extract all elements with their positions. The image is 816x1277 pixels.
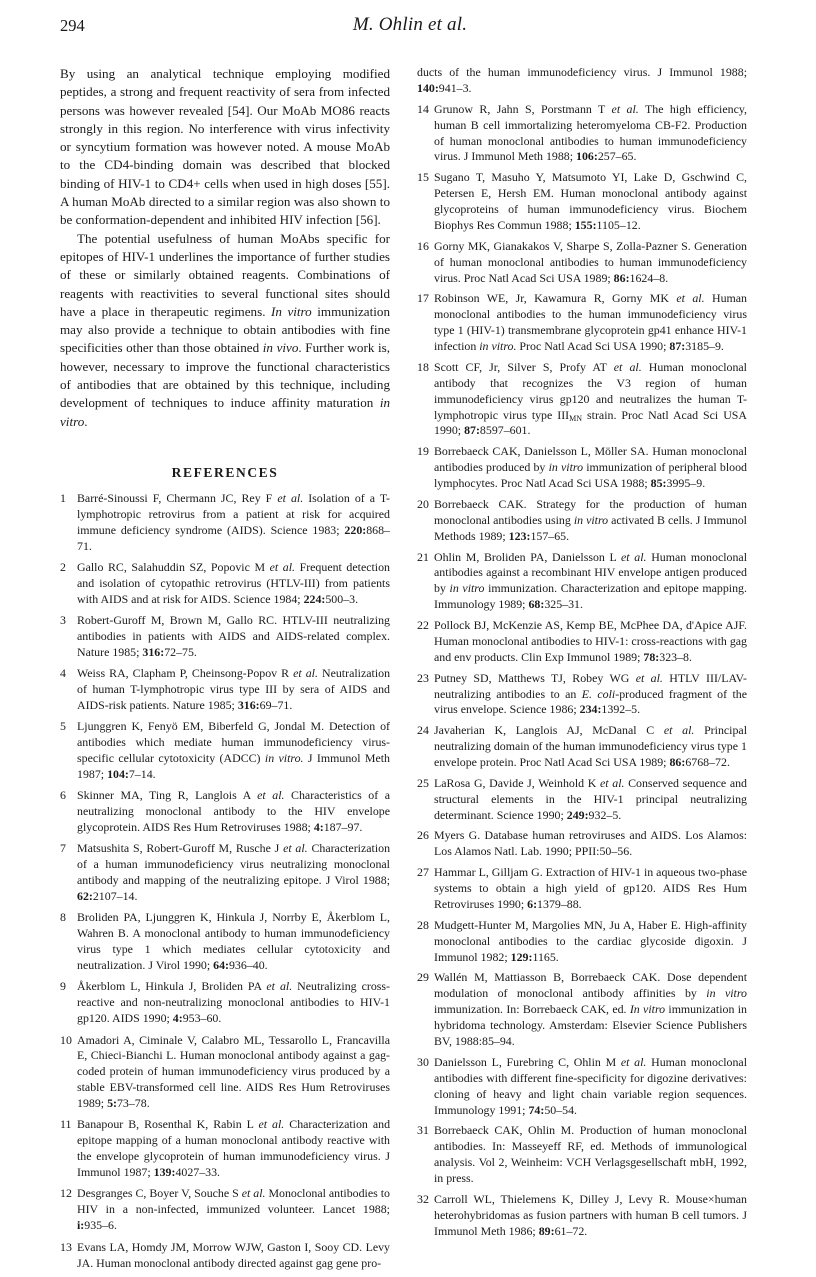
volume-number: i: (77, 1218, 85, 1233)
reference-text: Hammar L, Gilljam G. Extraction of HIV-1 in aqueous two-phase systems to obtain a high yield of gp120. AIDS Res Hum Retroviruses 1990; 6:1379–88. (434, 865, 747, 911)
reference-item (417, 618, 747, 666)
reference-text: Amadori A, Ciminale V, Calabro ML, Tessarollo L, Francavilla E, Chieci-Bianchi L. Human monoclonal antibody against a gag-coded protein of human immunodeficiency virus produced by a stable EBV-transformed cell line. AIDS Res Hum Retroviruses 1989; 5:73–78. (77, 1032, 390, 1111)
reference-text: Mudgett-Hunter M, Margolies MN, Ju A, Haber E. High-affinity monoclonal antibodies to the cardiac glycoside digoxin. J Immunol 1982; 129:1165. (434, 917, 747, 964)
reference-text: Ohlin M, Broliden PA, Danielsson L et al. Human monoclonal antibodies against a recombinant HIV envelope antigen produced by in vitro immunization. Characterization and epitope mapping. Immunology 1989; 68:325–31. (434, 549, 748, 612)
volume-number: 74: (528, 1102, 545, 1117)
volume-number: 64: (213, 958, 229, 973)
italic-text: in vivo (262, 340, 299, 356)
left-column (60, 65, 390, 1277)
reference-item (417, 170, 747, 234)
reference-list (60, 491, 390, 1271)
reference-text: Javaherian K, Langlois AJ, McDanal C et al. Principal neutralizing domain of the human immunodeficiency virus type 1 envelope protein. Proc Natl Acad Sci USA 1989; 86:6768–72. (434, 723, 747, 770)
volume-number: 89: (538, 1223, 555, 1238)
reference-number: 4 (60, 666, 66, 681)
reference-text: Sugano T, Masuho Y, Matsumoto YI, Lake D, Gschwind C, Petersen E, Hersh EM. Human monoclonal antibody against glycoproteins of human immunodeficiency virus. Biochem Biophys Res Commun 1988; 155:1105–12. (434, 170, 747, 232)
italic-text: In vitro (629, 1002, 666, 1017)
reference-number: 1 (60, 490, 66, 505)
reference-item (60, 1117, 390, 1181)
reference-item (60, 666, 390, 714)
reference-item (417, 291, 747, 355)
reference-text: Grunow R, Jahn S, Porstmann T et al. The high efficiency, human B cell immortalizing heteromyeloma CB-F2. Production of human monoclonal antibodies to human immunodeficiency virus. J Immunol Meth 1988; 106:257–65. (434, 101, 747, 164)
reference-text: Carroll WL, Thielemens K, Dilley J, Levy R. Mouse×human heterohybridomas as fusion partners with human B cell tumors. J Immunol Meth 1986; 89:61–72. (434, 1191, 747, 1238)
reference-item (417, 671, 747, 719)
volume-number: 5: (107, 1096, 117, 1111)
reference-number: 25 (417, 775, 429, 790)
reference-item (417, 1055, 747, 1119)
volume-number: 140: (417, 80, 439, 95)
volume-number: 139: (153, 1165, 176, 1180)
reference-number: 14 (417, 101, 429, 116)
italic-text: et al. (266, 979, 293, 994)
reference-number: 7 (60, 841, 66, 856)
reference-text: Desgranges C, Boyer V, Souche S et al. Monoclonal antibodies to HIV in a non-infected, immunized volunteer. Lancet 1988; i:935–6. (77, 1186, 390, 1233)
reference-item (417, 776, 747, 824)
italic-text: et al. (613, 359, 642, 374)
italic-text: et al. (663, 723, 695, 738)
italic-text: et al. (621, 549, 647, 564)
reference-number: 27 (417, 865, 429, 880)
reference-text: Broliden PA, Ljunggren K, Hinkula J, Norrby E, Åkerblom L, Wahren B. A monoclonal antibody to human immunodeficiency virus type 1 which mediates cellular cytotoxicity and neutralization. J Virol 1990; 64:936–40. (77, 910, 390, 973)
volume-number: 62: (77, 889, 93, 904)
reference-item (417, 918, 747, 966)
volume-number: 106: (576, 149, 598, 164)
reference-number: 3 (60, 613, 66, 628)
volume-number: 85: (650, 476, 667, 491)
volume-number: 104: (107, 767, 129, 781)
reference-number: 10 (60, 1032, 72, 1047)
volume-number: 234: (579, 702, 602, 717)
italic-text: E. coli (581, 686, 616, 701)
reference-item (60, 491, 390, 555)
reference-text: Borrebaeck CAK. Strategy for the production of human monoclonal antibodies using in vitro activated B cells. J Immunol Methods 1989; 123:157–65. (434, 496, 747, 543)
reference-number: 18 (417, 359, 429, 374)
page-number: 294 (60, 16, 85, 35)
reference-item (60, 1240, 390, 1272)
reference-text: Robert-Guroff M, Brown M, Gallo RC. HTLV-III neutralizing antibodies in patients with AIDS and AIDS-related complex. Nature 1985; 316:72–75. (77, 613, 390, 659)
reference-item (417, 723, 747, 771)
reference-item (417, 828, 747, 860)
reference-text: Matsushita S, Robert-Guroff M, Rusche J et al. Characterization of a human immunodeficiency virus neutralizing monoclonal antibody and mapping of the neutralizing epitope. J Virol 1988; 62:2107–14. (77, 841, 391, 904)
volume-number: 86: (669, 755, 686, 770)
reference-number: 26 (417, 828, 429, 843)
italic-text: et al. (277, 490, 304, 505)
reference-number: 17 (417, 291, 429, 306)
italic-text: in vitro. (479, 339, 517, 354)
reference-number: 28 (417, 917, 429, 932)
reference-item (417, 1192, 747, 1240)
reference-list (417, 102, 747, 1240)
reference-text: Danielsson L, Furebring C, Ohlin M et al. Human monoclonal antibodies with different fine-specificity for digozine derivatives: cloning of heavy and light chain variable region sequences. Immunology 1991; 74:50–54. (434, 1054, 747, 1117)
reference-text: Scott CF, Jr, Silver S, Profy AT et al. Human monoclonal antibody that recognizes the V3 region of human immunodeficiency virus gp120 and neutralizes the human T-lymphotropic virus type $III_{MN}$ strain. Proc Natl Acad Sci USA 1990; 87:8597–601. (434, 359, 748, 438)
reference-number: 8 (60, 910, 66, 925)
body-paragraph: By using an analytical technique employing modified peptides, a strong and frequent reactivity of sera from infected persons was however revealed [54]. Our MoAb MO86 reacts strongly in this region. No interference with virus infectivity or syncytium formation was however noted. A mouse MoAb to the CD4-binding domain was described that blocked binding of HIV-1 to CD4+ cells when used in high doses [55]. A human MoAb directed to a similar region was also shown to be conformation-dependent and inhibited HIV infection [56]. (60, 66, 390, 228)
italic-text: et al. (241, 1186, 266, 1201)
volume-number: 4: (172, 1011, 183, 1026)
reference-number: 12 (60, 1186, 72, 1201)
body-paragraph: The potential usefulness of human MoAbs specific for epitopes of HIV-1 underlines the importance of further studies of these or similarly obtained reagents. Combinations of reagents with reactivities to several functional sites should have a place in therapeutic regimens. In vitro immunization may also provide a technique to obtain antibodies with fine specificities other than those obtained in vivo. Further work is, however, necessary to improve the functional characteristics of antibodies that are obtained by this technique, including development of techniques to induce affinity maturation in vitro. (60, 230, 390, 429)
references-heading: REFERENCES (171, 464, 279, 480)
reference-number: 2 (60, 559, 66, 574)
reference-text: Putney SD, Matthews TJ, Robey WG et al. HTLV III/LAV-neutralizing antibodies to an E. coli-produced fragment of the virus envelope. Science 1986; 234:1392–5. (434, 670, 748, 717)
reference-number: 31 (417, 1123, 429, 1138)
reference-item (417, 239, 747, 287)
italic-text: in vitro (573, 512, 609, 527)
italic-text: et al. (620, 1054, 647, 1069)
reference-number: 15 (417, 170, 429, 185)
reference-text: Åkerblom L, Hinkula J, Broliden PA et al. Neutralizing cross-reactive and non-neutralizing monoclonal antibodies to HIV-1 gp120. AIDS 1990; 4:953–60. (77, 979, 390, 1026)
volume-number: 87: (464, 423, 480, 438)
reference-item (417, 444, 747, 492)
reference-continuation: ducts of the human immunodeficiency virus. J Immunol 1988; 140:941–3. (417, 65, 747, 95)
reference-item (60, 1186, 390, 1234)
running-head: M. Ohlin et al. (352, 14, 468, 35)
reference-text: Wallén M, Mattiasson B, Borrebaeck CAK. Dose dependent modulation of monoclonal antibody affinities by in vitro immunization. In: Borrebaeck CAK, ed. In vitro immunization in hybridoma technology. Amsterdam: Elsevier Science Publishers BV, 1988:85–94. (434, 970, 747, 1048)
volume-number: 78: (643, 649, 660, 664)
reference-text: Gallo RC, Salahuddin SZ, Popovic M et al. Frequent detection and isolation of cytopathic retrovirus (HTLV-III) from patients with AIDS and at risk for AIDS. Science 1984; 224:500–3. (77, 559, 390, 606)
reference-text: Borrebaeck CAK, Danielsson L, Möller SA. Human monoclonal antibodies produced by in vitro immunization of peripheral blood lymphocytes. Proc Natl Acad Sci USA 1988; 85:3995–9. (434, 444, 747, 491)
reference-number: 24 (417, 723, 429, 738)
volume-number: 224: (303, 591, 326, 606)
reference-number: 13 (60, 1239, 72, 1254)
reference-number: 19 (417, 444, 429, 459)
reference-item (417, 550, 747, 614)
volume-number: 316: (142, 644, 165, 659)
reference-number: 11 (60, 1117, 72, 1132)
reference-text: Banapour B, Rosenthal K, Rabin L et al. Characterization and epitope mapping of a human monoclonal antibody reactive with the envelope glycoprotein of human immunodeficiency virus. J Immunol 1987; 139:4027–33. (77, 1117, 391, 1180)
subscript-text: MN (569, 413, 583, 423)
volume-number: 6: (527, 896, 538, 911)
volume-number: 129: (510, 949, 533, 964)
reference-text: Borrebaeck CAK, Ohlin M. Production of human monoclonal antibodies. In: Masseyeff RF, ed. Methods of immunological analysis. Vol 2, Weinheim: VCH Verlagsgesellschaft mbH, 1992, in press. (434, 1123, 747, 1186)
italic-text: in vitro (60, 395, 390, 429)
reference-text: Robinson WE, Jr, Kawamura R, Gorny MK et al. Human monoclonal antibodies to the human immunodeficiency virus type 1 (HIV-1) transmembrane glycoprotein gp41 enhance HIV-1 infection in vitro. Proc Natl Acad Sci USA 1990; 87:3185–9. (434, 291, 747, 354)
reference-item (60, 979, 390, 1027)
italic-text: In vitro (271, 303, 312, 319)
reference-text: Evans LA, Homdy JM, Morrow WJW, Gaston I, Sooy CD. Levy JA. Human monoclonal antibody directed against gag gene pro- (77, 1239, 390, 1270)
italic-text: et al. (257, 788, 285, 803)
reference-number: 20 (417, 496, 429, 511)
reference-number: 9 (60, 979, 66, 994)
reference-item (417, 1123, 747, 1187)
reference-text: Myers G. Database human retroviruses and AIDS. Los Alamos: Los Alamos Natl. Lab. 1990; PPII:50–56. (434, 828, 747, 859)
volume-number: 316: (237, 697, 260, 712)
reference-item (60, 841, 390, 905)
reference-number: 6 (60, 788, 66, 803)
reference-item (417, 102, 747, 166)
reference-number: 30 (417, 1054, 429, 1069)
reference-text: Weiss RA, Clapham P, Cheinsong-Popov R et al. Neutralization of human T-lymphotropic virus type III by sera of AIDS and AIDS-risk patients. Nature 1985; 316:69–71. (77, 666, 391, 712)
volume-number: 123: (508, 528, 531, 543)
reference-number: 23 (417, 670, 429, 685)
reference-text: LaRosa G, Davide J, Weinhold K et al. Conserved sequence and structural elements in the HIV-1 principal neutralizing determinant. Science 1990; 249:932–5. (434, 775, 748, 822)
reference-item (417, 865, 747, 913)
volume-number: 4: (313, 820, 324, 835)
reference-number: 22 (417, 618, 429, 633)
reference-item (417, 497, 747, 545)
reference-item (60, 910, 390, 974)
reference-item (417, 970, 747, 1050)
volume-number: 87: (669, 339, 686, 354)
italic-text: et al. (676, 291, 705, 306)
reference-text: Pollock BJ, McKenzie AS, Kemp BE, McPhee DA, d'Apice AJF. Human monoclonal antibodies to HIV-1: cross-reactions with gag and env products. Clin Exp Immunol 1989; 78:323–8. (434, 618, 747, 664)
italic-text: in vitro (706, 986, 747, 1001)
volume-number: 249: (566, 807, 589, 822)
reference-text: Gorny MK, Gianakakos V, Sharpe S, Zolla-Pazner S. Generation of human monoclonal antibodies to human immunodeficiency virus. Proc Natl Acad Sci USA 1989; 86:1624–8. (434, 238, 747, 285)
reference-item (60, 719, 390, 783)
reference-item (60, 560, 390, 608)
italic-text: et al. (635, 670, 663, 685)
italic-text: in vitro (548, 460, 584, 475)
reference-item (60, 1033, 390, 1113)
italic-text: et al. (611, 101, 639, 116)
volume-number: 155: (574, 217, 597, 232)
reference-number: 32 (417, 1191, 429, 1206)
reference-number: 29 (417, 970, 429, 985)
reference-number: 16 (417, 238, 429, 253)
reference-text: Skinner MA, Ting R, Langlois A et al. Characteristics of a neutralizing monoclonal antibody to the HIV envelope glycoprotein. AIDS Res Hum Retroviruses 1988; 4:187–97. (77, 788, 391, 835)
reference-number: 21 (417, 549, 429, 564)
reference-item (60, 613, 390, 661)
reference-item (60, 788, 390, 836)
italic-text: et al. (293, 666, 318, 681)
italic-text: in vitro. (264, 751, 304, 766)
reference-text: Barré-Sinoussi F, Chermann JC, Rey F et al. Isolation of a T-lymphotropic retrovirus from a patient at risk for acquired immune deficiency syndrome (AIDS). Science 1983; 220:868–71. (77, 490, 390, 553)
volume-number: 86: (613, 270, 630, 285)
reference-item (417, 360, 747, 440)
volume-number: 68: (528, 597, 545, 612)
right-column (417, 65, 747, 1244)
volume-number: 220: (344, 522, 367, 537)
page-header (60, 12, 760, 42)
italic-text: et al. (258, 1117, 285, 1132)
reference-number: 5 (60, 719, 66, 734)
italic-text: in vitro (449, 581, 485, 596)
italic-text: et al. (269, 559, 295, 574)
italic-text: et al. (283, 841, 308, 856)
reference-text: Ljunggren K, Fenyö EM, Biberfeld G, Jondal M. Detection of antibodies which mediate human immunodeficiency virus-specific cellular cytotoxicity (ADCC) in vitro. J Immunol Meth 1987; 104:7–14. (77, 719, 390, 781)
italic-text: et al. (600, 775, 625, 790)
